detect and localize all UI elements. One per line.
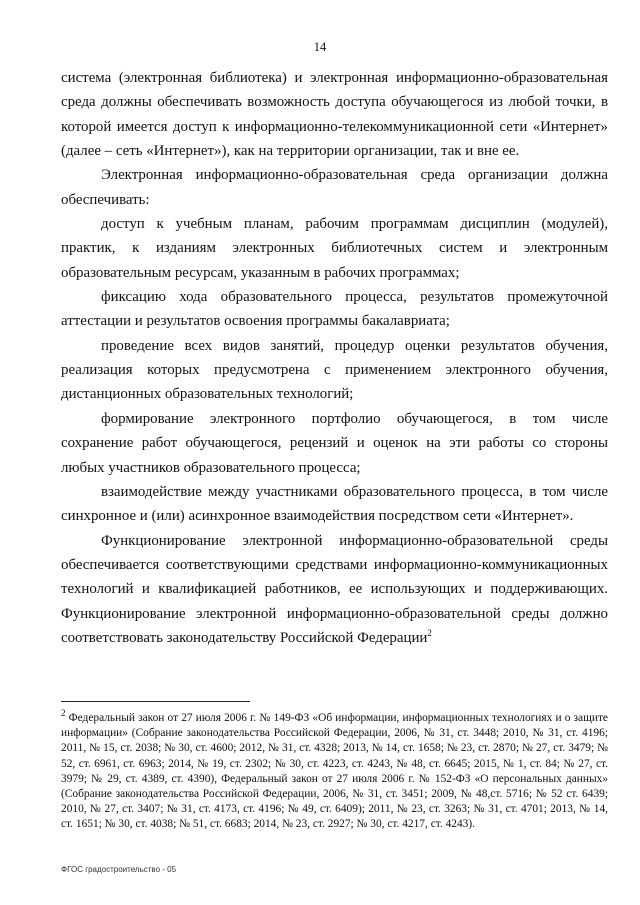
- list-item: фиксацию хода образовательного процесса, результатов промежуточной аттестации и результатов освоения программы бакалавриата;: [61, 289, 608, 330]
- paragraph-text: Функционирование электронной информационно-образовательной среды обеспечивается соответствующими средствами информационно-коммуникационных технологий и квалификацией работников, ее использующих и поддерживающих. Функционирование электронной информационно-образовательной среды должно соответствовать законодательству Российской Федерации: [61, 532, 608, 646]
- list-item: проведение всех видов занятий, процедур оценки результатов обучения, реализация которых предусмотрена с применением электронного обучения, дистанционных образовательных технологий;: [61, 337, 608, 403]
- list-item: взаимодействие между участниками образовательного процесса, в том числе синхронное и (или) асинхронное взаимодействия посредством сети «Интернет».: [61, 483, 608, 525]
- footnote-marker: 2: [61, 708, 66, 719]
- footnote-reference[interactable]: 2: [427, 627, 432, 638]
- body-text: [61, 66, 608, 650]
- footnote-separator: [61, 701, 250, 702]
- list-item: формирование электронного портфолио обучающегося, в том числе сохранение работ обучающегося, рецензий и оценок на эти работы со стороны любых участников образовательного процесса;: [61, 410, 608, 476]
- footnote: [61, 708, 608, 833]
- footnote-text: Федеральный закон от 27 июля 2006 г. № 149-ФЗ «Об информации, информационных технологиях и о защите информации» (Собрание законодательства Российской Федерации, 2006, № 31, ст. 3448; 2010, № 31, ст. 4196; 2011, № 15, ст. 2038; № 30, ст. 4600; 2012, № 31, ст. 4328; 2013, № 14, ст. 1658; № 23, ст. 2870; № 27, ст. 3479; № 52, ст. 6961, ст. 6963; 2014, № 19, ст. 2302; № 30, ст. 4223, ст. 4243, № 48, ст. 6645; 2015, № 1, ст. 84; № 27, ст. 3979; № 29, ст. 4389, ст. 4390), Федеральный закон от 27 июля 2006 г. № 152-ФЗ «О персональных данных» (Собрание законодательства Российской Федерации, 2006, № 31, ст. 3451; 2009, № 48,ст. 5716; № 52 ст. 6439; 2010, № 27, ст. 3407; № 31, ст. 4173, ст. 4196; № 49, ст. 6409); 2011, № 23, ст. 3263; № 31, ст. 4701; 2013, № 14, ст. 1651; № 30, ст. 4038; № 51, ст. 6683; 2014, № 23, ст. 2927; № 30, ст. 4217, ст. 4243).: [61, 712, 608, 831]
- page-footer: ФГОС градостроительство - 05: [61, 865, 177, 874]
- list-item: доступ к учебным планам, рабочим программам дисциплин (модулей), практик, к изданиям электронных библиотечных систем и электронным образовательным ресурсам, указанным в рабочих программах;: [61, 216, 608, 281]
- page-number: 14: [313, 40, 327, 54]
- paragraph: Электронная информационно-образовательная среда организации должна обеспечивать:: [61, 167, 608, 208]
- paragraph: система (электронная библиотека) и электронная информационно-образовательная среда должны обеспечивать возможность доступа обучающегося из любой точки, в которой имеется доступ к информационно-телекоммуникационной сети «Интернет» (далее – сеть «Интернет»), как на территории организации, так и вне ее.: [61, 70, 608, 160]
- paragraph: [61, 529, 608, 651]
